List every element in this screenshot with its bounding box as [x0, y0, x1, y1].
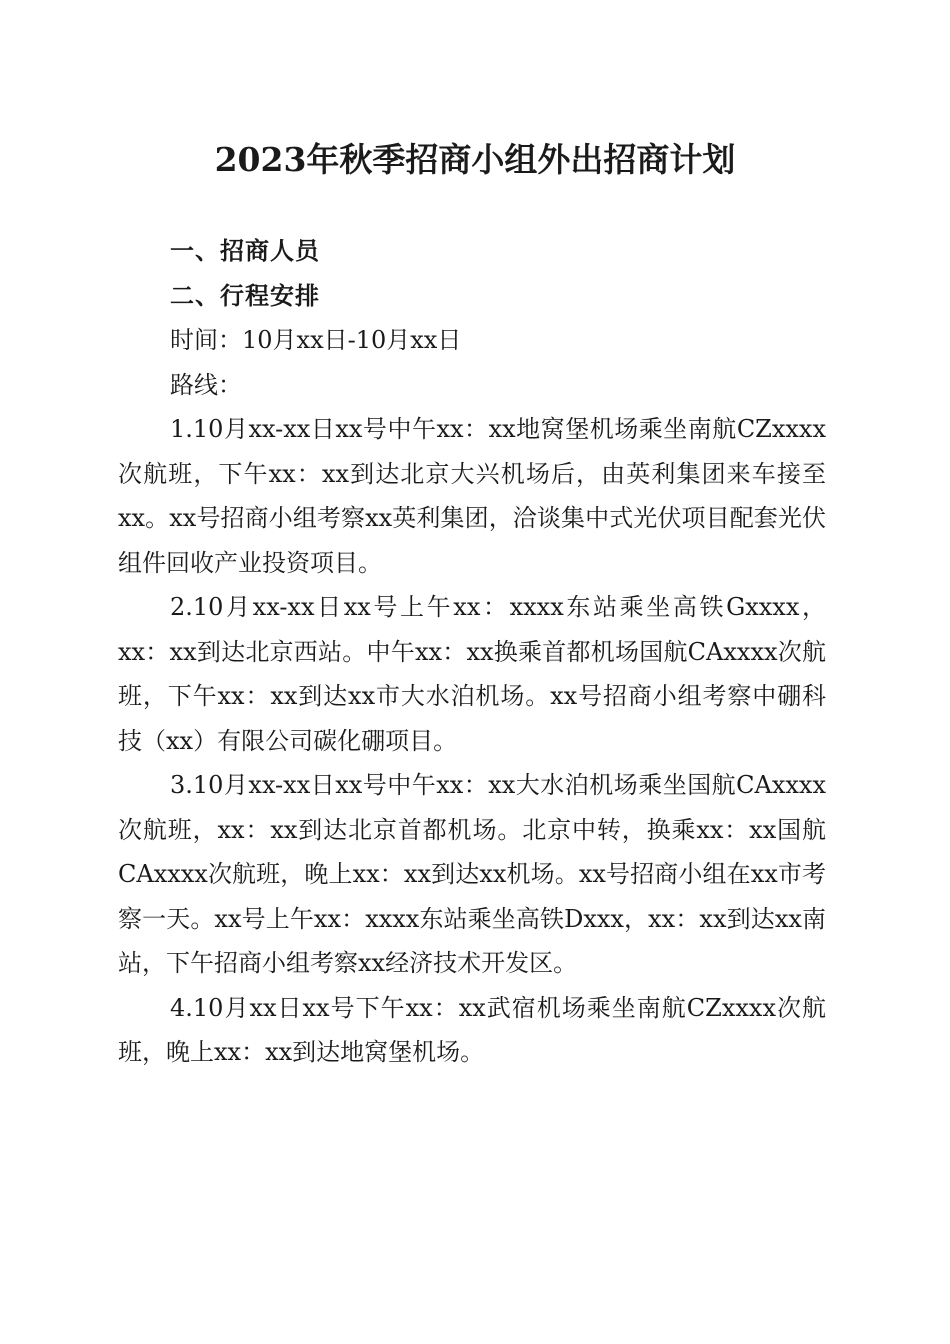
itinerary-item-1: 1.10月xx-xx日xx号中午xx：xx地窝堡机场乘坐南航CZxxxx次航班，下午xx：xx到达北京大兴机场后，由英利集团来车接至xx。xx号招商小组考察xx英利集团，洽谈集中式光伏项目配套光伏组件回收产业投资项目。 [118, 415, 826, 577]
itinerary-item-4: 4.10月xx日xx号下午xx：xx武宿机场乘坐南航CZxxxx次航班，晚上xx：xx到达地窝堡机场。 [118, 993, 826, 1066]
section-heading-itinerary: 二、行程安排 [170, 281, 320, 310]
itinerary-item-3: 3.10月xx-xx日xx号中午xx：xx大水泊机场乘坐国航CAxxxx次航班，xx：xx到达北京首都机场。北京中转，换乘xx：xx国航CAxxxx次航班，晚上xx：xx到达xx机场。xx号招商小组在xx市考察一天。xx号上午xx：xxxx东站乘坐高铁Dxxx，xx：xx到达xx南站，下午招商小组考察xx经济技术开发区。 [118, 771, 826, 977]
itinerary-item-2: 2.10月xx-xx日xx号上午xx：xxxx东站乘坐高铁Gxxxx，xx：xx到达北京西站。中午xx：xx换乘首都机场国航CAxxxx次航班，下午xx：xx到达xx市大水泊机场。xx号招商小组考察中硼科技（xx）有限公司碳化硼项目。 [118, 593, 826, 755]
itinerary-time: 时间：10月xx日-10月xx日 [170, 326, 462, 354]
document-body [118, 229, 826, 1075]
section-heading-personnel: 一、招商人员 [170, 237, 320, 265]
itinerary-route-label: 路线： [170, 370, 242, 399]
document-title: 2023年秋季招商小组外出招商计划 [214, 140, 736, 179]
